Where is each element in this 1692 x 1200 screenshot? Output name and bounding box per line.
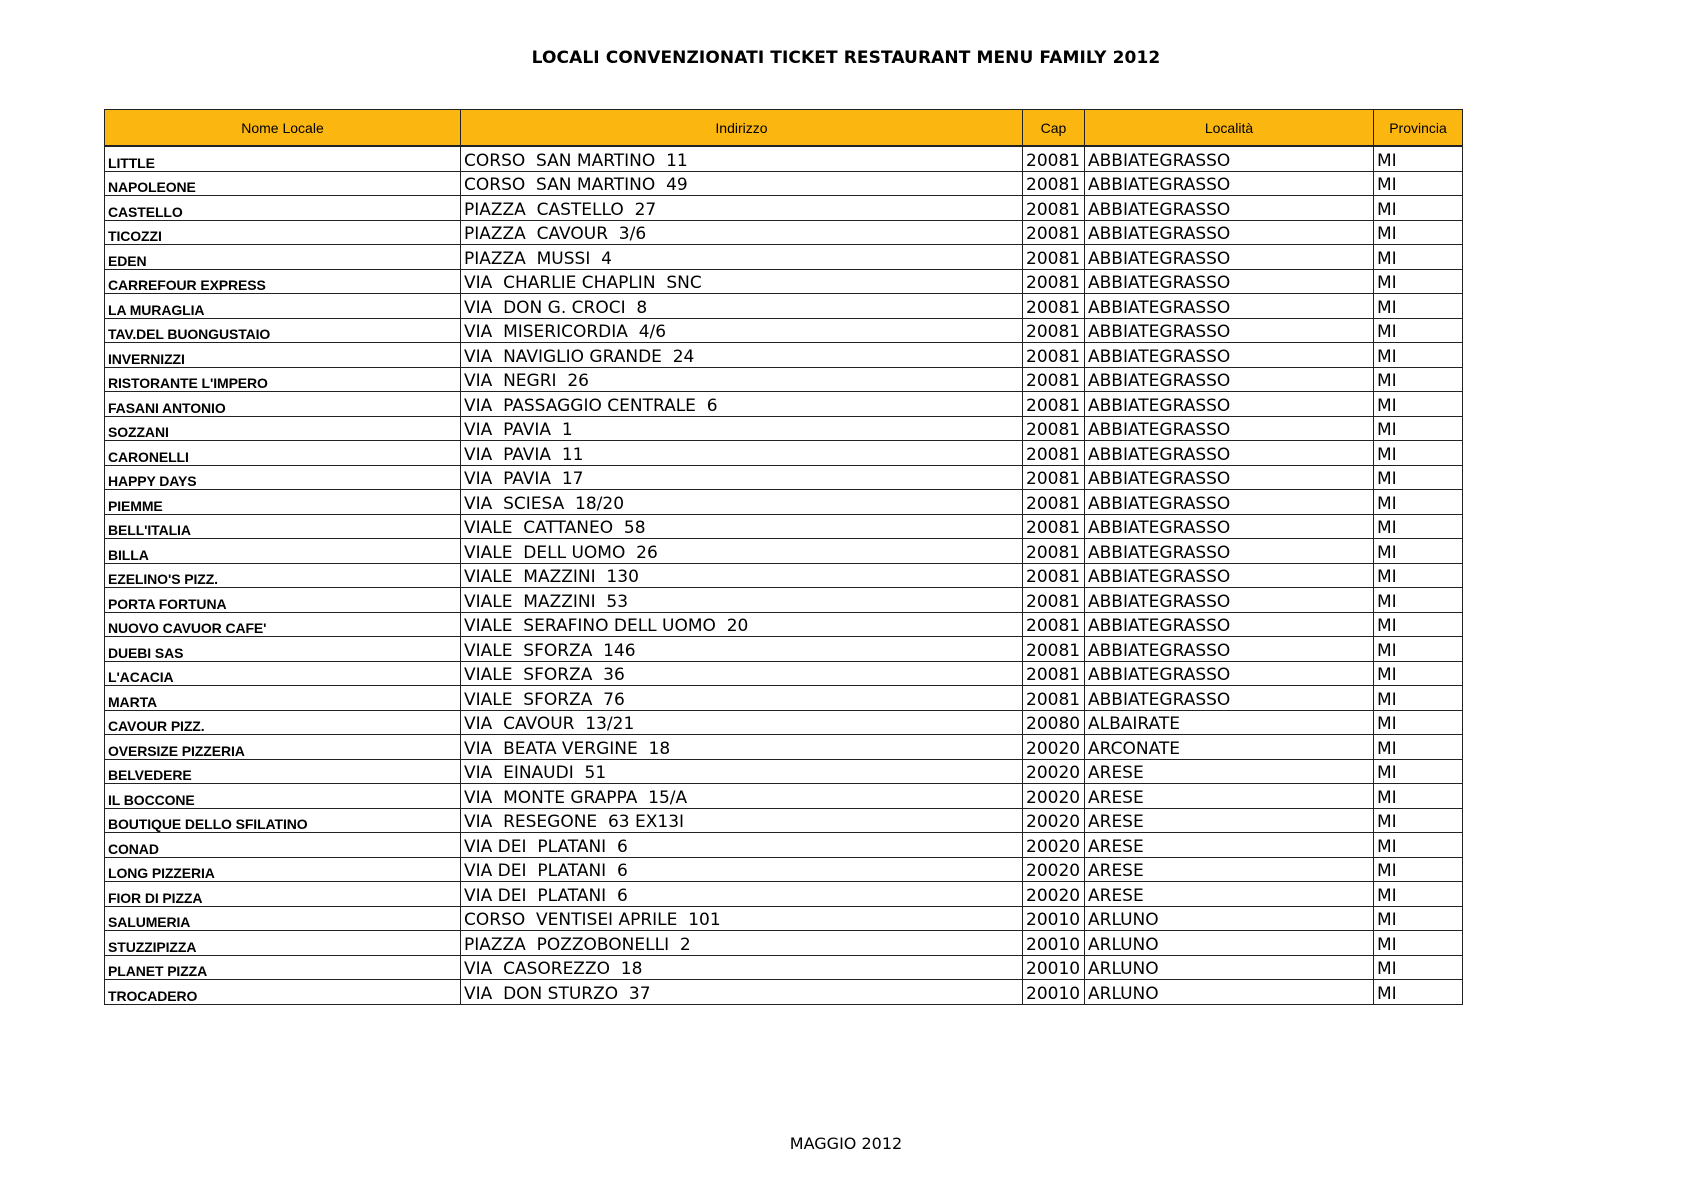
cell-cap: 20081	[1023, 441, 1085, 466]
cell-cap: 20081	[1023, 637, 1085, 662]
cell-provincia: MI	[1374, 857, 1463, 882]
cell-provincia: MI	[1374, 416, 1463, 441]
cell-cap: 20081	[1023, 416, 1085, 441]
cell-cap: 20020	[1023, 735, 1085, 760]
table-row	[105, 563, 1463, 588]
table-row	[105, 318, 1463, 343]
table-row	[105, 808, 1463, 833]
footer-date: MAGGIO 2012	[789, 1134, 903, 1153]
table-row	[105, 980, 1463, 1005]
cell-nome-locale: TICOZZI	[105, 220, 461, 245]
cell-localita: ABBIATEGRASSO	[1085, 686, 1374, 711]
cell-cap: 20010	[1023, 955, 1085, 980]
cell-nome-locale: CASTELLO	[105, 196, 461, 221]
cell-provincia: MI	[1374, 269, 1463, 294]
table-row	[105, 465, 1463, 490]
table-row	[105, 343, 1463, 368]
cell-localita: ARCONATE	[1085, 735, 1374, 760]
table-row	[105, 367, 1463, 392]
cell-localita: ABBIATEGRASSO	[1085, 146, 1374, 171]
cell-nome-locale: MARTA	[105, 686, 461, 711]
cell-localita: ABBIATEGRASSO	[1085, 343, 1374, 368]
cell-localita: ARESE	[1085, 808, 1374, 833]
cell-provincia: MI	[1374, 612, 1463, 637]
cell-cap: 20081	[1023, 392, 1085, 417]
cell-nome-locale: PIEMME	[105, 490, 461, 515]
cell-localita: ARESE	[1085, 833, 1374, 858]
cell-provincia: MI	[1374, 931, 1463, 956]
cell-cap: 20081	[1023, 245, 1085, 270]
cell-localita: ABBIATEGRASSO	[1085, 661, 1374, 686]
table-row	[105, 416, 1463, 441]
table-row	[105, 612, 1463, 637]
cell-provincia: MI	[1374, 294, 1463, 319]
cell-indirizzo: VIA DON G. CROCI 8	[461, 294, 1023, 319]
cell-nome-locale: SOZZANI	[105, 416, 461, 441]
cell-localita: ARLUNO	[1085, 931, 1374, 956]
header-provincia: Provincia	[1374, 110, 1463, 147]
cell-localita: ABBIATEGRASSO	[1085, 563, 1374, 588]
table-row	[105, 539, 1463, 564]
cell-nome-locale: TAV.DEL BUONGUSTAIO	[105, 318, 461, 343]
table-row	[105, 833, 1463, 858]
cell-cap: 20081	[1023, 588, 1085, 613]
cell-indirizzo: CORSO SAN MARTINO 11	[461, 146, 1023, 171]
cell-indirizzo: VIA PAVIA 1	[461, 416, 1023, 441]
table-row	[105, 146, 1463, 171]
restaurant-table	[104, 109, 1463, 1005]
cell-provincia: MI	[1374, 882, 1463, 907]
cell-cap: 20020	[1023, 857, 1085, 882]
table-row	[105, 196, 1463, 221]
table-row	[105, 735, 1463, 760]
table-row	[105, 588, 1463, 613]
cell-localita: ARESE	[1085, 882, 1374, 907]
cell-indirizzo: VIA DEI PLATANI 6	[461, 833, 1023, 858]
cell-indirizzo: VIALE SFORZA 36	[461, 661, 1023, 686]
header-localita: Località	[1085, 110, 1374, 147]
cell-nome-locale: SALUMERIA	[105, 906, 461, 931]
cell-indirizzo: VIA CHARLIE CHAPLIN SNC	[461, 269, 1023, 294]
cell-cap: 20081	[1023, 294, 1085, 319]
cell-provincia: MI	[1374, 686, 1463, 711]
cell-cap: 20081	[1023, 539, 1085, 564]
table-row	[105, 441, 1463, 466]
table-row	[105, 931, 1463, 956]
header-indirizzo: Indirizzo	[461, 110, 1023, 147]
cell-indirizzo: VIA EINAUDI 51	[461, 759, 1023, 784]
cell-provincia: MI	[1374, 367, 1463, 392]
cell-provincia: MI	[1374, 588, 1463, 613]
cell-nome-locale: INVERNIZZI	[105, 343, 461, 368]
cell-localita: ARLUNO	[1085, 906, 1374, 931]
cell-localita: ARESE	[1085, 857, 1374, 882]
cell-cap: 20080	[1023, 710, 1085, 735]
table-row	[105, 245, 1463, 270]
cell-indirizzo: VIA SCIESA 18/20	[461, 490, 1023, 515]
cell-localita: ABBIATEGRASSO	[1085, 588, 1374, 613]
cell-indirizzo: VIA DEI PLATANI 6	[461, 882, 1023, 907]
cell-provincia: MI	[1374, 563, 1463, 588]
cell-provincia: MI	[1374, 318, 1463, 343]
cell-nome-locale: CONAD	[105, 833, 461, 858]
cell-localita: ABBIATEGRASSO	[1085, 490, 1374, 515]
cell-localita: ABBIATEGRASSO	[1085, 514, 1374, 539]
cell-localita: ALBAIRATE	[1085, 710, 1374, 735]
cell-indirizzo: VIA PASSAGGIO CENTRALE 6	[461, 392, 1023, 417]
cell-nome-locale: BELVEDERE	[105, 759, 461, 784]
cell-provincia: MI	[1374, 980, 1463, 1005]
cell-nome-locale: EZELINO'S PIZZ.	[105, 563, 461, 588]
cell-cap: 20020	[1023, 759, 1085, 784]
cell-indirizzo: VIALE CATTANEO 58	[461, 514, 1023, 539]
cell-localita: ABBIATEGRASSO	[1085, 294, 1374, 319]
cell-localita: ABBIATEGRASSO	[1085, 245, 1374, 270]
cell-cap: 20020	[1023, 833, 1085, 858]
cell-localita: ARESE	[1085, 784, 1374, 809]
cell-provincia: MI	[1374, 343, 1463, 368]
cell-localita: ABBIATEGRASSO	[1085, 196, 1374, 221]
cell-nome-locale: PLANET PIZZA	[105, 955, 461, 980]
table-row	[105, 294, 1463, 319]
cell-cap: 20081	[1023, 343, 1085, 368]
table-row	[105, 514, 1463, 539]
table-row	[105, 392, 1463, 417]
table-row	[105, 759, 1463, 784]
table-row	[105, 906, 1463, 931]
cell-provincia: MI	[1374, 465, 1463, 490]
table-row	[105, 955, 1463, 980]
cell-provincia: MI	[1374, 220, 1463, 245]
cell-cap: 20010	[1023, 931, 1085, 956]
cell-indirizzo: VIALE SERAFINO DELL UOMO 20	[461, 612, 1023, 637]
cell-indirizzo: VIALE MAZZINI 130	[461, 563, 1023, 588]
cell-nome-locale: CARREFOUR EXPRESS	[105, 269, 461, 294]
cell-nome-locale: BOUTIQUE DELLO SFILATINO	[105, 808, 461, 833]
cell-nome-locale: RISTORANTE L'IMPERO	[105, 367, 461, 392]
cell-nome-locale: NAPOLEONE	[105, 171, 461, 196]
cell-nome-locale: STUZZIPIZZA	[105, 931, 461, 956]
cell-localita: ABBIATEGRASSO	[1085, 220, 1374, 245]
cell-localita: ABBIATEGRASSO	[1085, 318, 1374, 343]
cell-cap: 20081	[1023, 318, 1085, 343]
cell-nome-locale: OVERSIZE PIZZERIA	[105, 735, 461, 760]
cell-indirizzo: PIAZZA CASTELLO 27	[461, 196, 1023, 221]
cell-cap: 20081	[1023, 171, 1085, 196]
cell-nome-locale: BELL'ITALIA	[105, 514, 461, 539]
cell-provincia: MI	[1374, 539, 1463, 564]
cell-cap: 20020	[1023, 808, 1085, 833]
cell-nome-locale: EDEN	[105, 245, 461, 270]
cell-indirizzo: VIA MISERICORDIA 4/6	[461, 318, 1023, 343]
cell-cap: 20010	[1023, 980, 1085, 1005]
cell-nome-locale: CAVOUR PIZZ.	[105, 710, 461, 735]
table-row	[105, 661, 1463, 686]
cell-provincia: MI	[1374, 245, 1463, 270]
cell-nome-locale: FASANI ANTONIO	[105, 392, 461, 417]
cell-cap: 20010	[1023, 906, 1085, 931]
cell-indirizzo: VIA MONTE GRAPPA 15/A	[461, 784, 1023, 809]
cell-indirizzo: VIA NAVIGLIO GRANDE 24	[461, 343, 1023, 368]
cell-nome-locale: HAPPY DAYS	[105, 465, 461, 490]
cell-cap: 20081	[1023, 686, 1085, 711]
cell-provincia: MI	[1374, 833, 1463, 858]
table-row	[105, 784, 1463, 809]
cell-nome-locale: FIOR DI PIZZA	[105, 882, 461, 907]
cell-localita: ARESE	[1085, 759, 1374, 784]
cell-cap: 20081	[1023, 367, 1085, 392]
cell-indirizzo: VIA PAVIA 11	[461, 441, 1023, 466]
cell-nome-locale: TROCADERO	[105, 980, 461, 1005]
cell-cap: 20081	[1023, 220, 1085, 245]
table-body	[105, 146, 1463, 1004]
cell-cap: 20081	[1023, 514, 1085, 539]
cell-cap: 20081	[1023, 269, 1085, 294]
cell-localita: ARLUNO	[1085, 980, 1374, 1005]
cell-indirizzo: VIA BEATA VERGINE 18	[461, 735, 1023, 760]
cell-indirizzo: PIAZZA CAVOUR 3/6	[461, 220, 1023, 245]
cell-nome-locale: IL BOCCONE	[105, 784, 461, 809]
cell-localita: ABBIATEGRASSO	[1085, 465, 1374, 490]
cell-provincia: MI	[1374, 735, 1463, 760]
cell-cap: 20081	[1023, 490, 1085, 515]
table-row	[105, 882, 1463, 907]
cell-cap: 20020	[1023, 784, 1085, 809]
cell-provincia: MI	[1374, 710, 1463, 735]
cell-localita: ABBIATEGRASSO	[1085, 612, 1374, 637]
cell-indirizzo: VIA CASOREZZO 18	[461, 955, 1023, 980]
cell-localita: ABBIATEGRASSO	[1085, 171, 1374, 196]
cell-indirizzo: VIALE SFORZA 146	[461, 637, 1023, 662]
cell-provincia: MI	[1374, 637, 1463, 662]
cell-cap: 20081	[1023, 465, 1085, 490]
cell-provincia: MI	[1374, 392, 1463, 417]
cell-provincia: MI	[1374, 955, 1463, 980]
cell-nome-locale: DUEBI SAS	[105, 637, 461, 662]
cell-indirizzo: PIAZZA POZZOBONELLI 2	[461, 931, 1023, 956]
cell-cap: 20081	[1023, 196, 1085, 221]
cell-cap: 20081	[1023, 146, 1085, 171]
cell-nome-locale: L'ACACIA	[105, 661, 461, 686]
header-cap: Cap	[1023, 110, 1085, 147]
cell-indirizzo: CORSO VENTISEI APRILE 101	[461, 906, 1023, 931]
cell-indirizzo: VIA RESEGONE 63 EX13I	[461, 808, 1023, 833]
table-row	[105, 490, 1463, 515]
cell-provincia: MI	[1374, 759, 1463, 784]
cell-indirizzo: VIA CAVOUR 13/21	[461, 710, 1023, 735]
cell-indirizzo: CORSO SAN MARTINO 49	[461, 171, 1023, 196]
cell-provincia: MI	[1374, 784, 1463, 809]
cell-indirizzo: VIALE SFORZA 76	[461, 686, 1023, 711]
cell-provincia: MI	[1374, 490, 1463, 515]
cell-nome-locale: BILLA	[105, 539, 461, 564]
cell-provincia: MI	[1374, 196, 1463, 221]
cell-indirizzo: VIA DEI PLATANI 6	[461, 857, 1023, 882]
table-row	[105, 220, 1463, 245]
cell-nome-locale: CARONELLI	[105, 441, 461, 466]
table-row	[105, 637, 1463, 662]
cell-indirizzo: VIALE DELL UOMO 26	[461, 539, 1023, 564]
table-row	[105, 171, 1463, 196]
cell-cap: 20081	[1023, 661, 1085, 686]
cell-cap: 20020	[1023, 882, 1085, 907]
cell-provincia: MI	[1374, 441, 1463, 466]
cell-localita: ABBIATEGRASSO	[1085, 269, 1374, 294]
cell-localita: ABBIATEGRASSO	[1085, 637, 1374, 662]
cell-provincia: MI	[1374, 906, 1463, 931]
cell-nome-locale: LA MURAGLIA	[105, 294, 461, 319]
cell-indirizzo: VIA NEGRI 26	[461, 367, 1023, 392]
cell-provincia: MI	[1374, 661, 1463, 686]
header-nome-locale: Nome Locale	[105, 110, 461, 147]
cell-indirizzo: VIA DON STURZO 37	[461, 980, 1023, 1005]
cell-localita: ABBIATEGRASSO	[1085, 416, 1374, 441]
cell-nome-locale: PORTA FORTUNA	[105, 588, 461, 613]
cell-indirizzo: VIA PAVIA 17	[461, 465, 1023, 490]
cell-provincia: MI	[1374, 146, 1463, 171]
cell-localita: ARLUNO	[1085, 955, 1374, 980]
table-row	[105, 686, 1463, 711]
table-row	[105, 710, 1463, 735]
cell-localita: ABBIATEGRASSO	[1085, 441, 1374, 466]
table-header-row	[105, 110, 1463, 147]
cell-localita: ABBIATEGRASSO	[1085, 392, 1374, 417]
cell-indirizzo: PIAZZA MUSSI 4	[461, 245, 1023, 270]
cell-localita: ABBIATEGRASSO	[1085, 367, 1374, 392]
cell-indirizzo: VIALE MAZZINI 53	[461, 588, 1023, 613]
cell-nome-locale: LONG PIZZERIA	[105, 857, 461, 882]
cell-provincia: MI	[1374, 808, 1463, 833]
table-row	[105, 857, 1463, 882]
cell-nome-locale: LITTLE	[105, 146, 461, 171]
cell-cap: 20081	[1023, 563, 1085, 588]
cell-provincia: MI	[1374, 514, 1463, 539]
cell-cap: 20081	[1023, 612, 1085, 637]
cell-provincia: MI	[1374, 171, 1463, 196]
cell-localita: ABBIATEGRASSO	[1085, 539, 1374, 564]
page-title: LOCALI CONVENZIONATI TICKET RESTAURANT MENU FAMILY 2012	[531, 48, 1161, 68]
cell-nome-locale: NUOVO CAVUOR CAFE'	[105, 612, 461, 637]
table-row	[105, 269, 1463, 294]
